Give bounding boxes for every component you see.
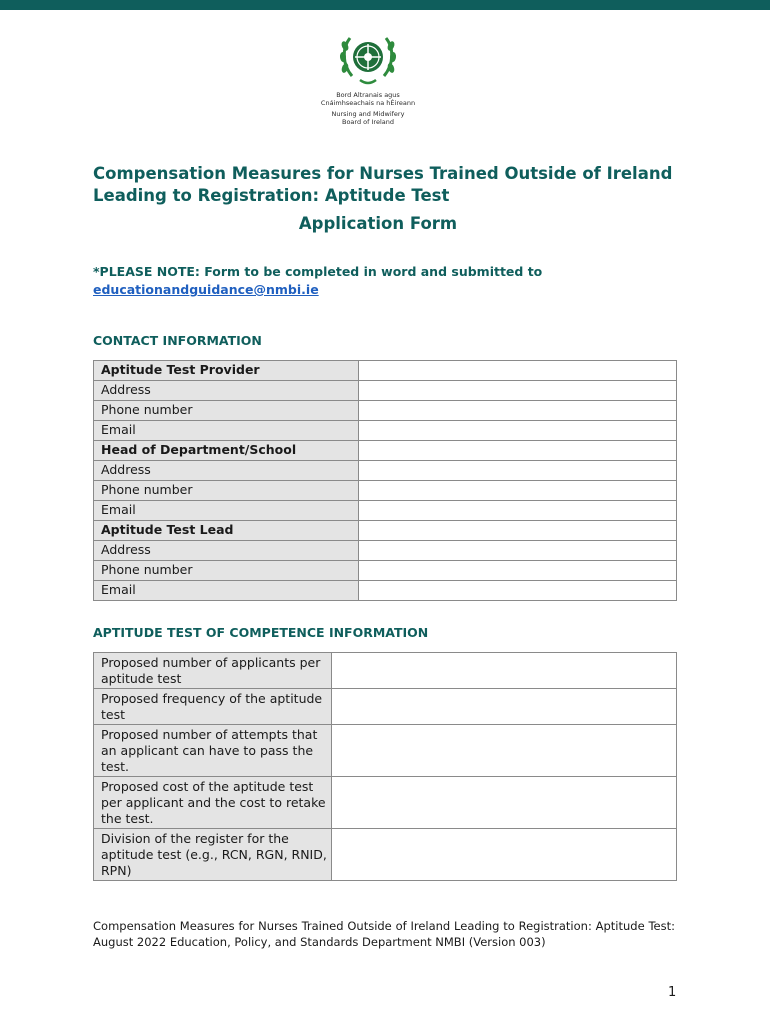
- field-label: Address: [94, 541, 359, 561]
- field-input[interactable]: [359, 361, 677, 381]
- field-input[interactable]: [359, 461, 677, 481]
- field-input[interactable]: [359, 381, 677, 401]
- field-label: Phone number: [94, 401, 359, 421]
- answer-input[interactable]: [332, 777, 677, 829]
- field-label: Head of Department/School: [94, 441, 359, 461]
- table-row: [94, 521, 677, 541]
- field-label: Aptitude Test Lead: [94, 521, 359, 541]
- competence-information-table: [93, 652, 677, 881]
- top-accent-bar: [0, 0, 770, 10]
- contact-information-table: [93, 360, 677, 601]
- table-row: [94, 725, 677, 777]
- table-row: [94, 361, 677, 381]
- submission-note: [93, 263, 683, 299]
- field-label: Email: [94, 501, 359, 521]
- table-row: [94, 829, 677, 881]
- table-row: [94, 777, 677, 829]
- table-row: [94, 421, 677, 441]
- footer-text: Compensation Measures for Nurses Trained Outside of Ireland Leading to Registration: Aptitude Test: August 2022 Education, Policy, and Standards Department NMBI (Version 003): [93, 919, 675, 949]
- table-row: [94, 581, 677, 601]
- field-input[interactable]: [359, 561, 677, 581]
- answer-input[interactable]: [332, 653, 677, 689]
- field-label: Address: [94, 381, 359, 401]
- field-input[interactable]: [359, 421, 677, 441]
- competence-section-heading: APTITUDE TEST OF COMPETENCE INFORMATION: [93, 625, 429, 640]
- field-label: Email: [94, 421, 359, 441]
- field-input[interactable]: [359, 441, 677, 461]
- answer-input[interactable]: [332, 829, 677, 881]
- table-row: [94, 561, 677, 581]
- field-label: Email: [94, 581, 359, 601]
- table-row: [94, 461, 677, 481]
- table-row: [94, 381, 677, 401]
- question-label: Proposed cost of the aptitude test per applicant and the cost to retake the test.: [94, 777, 332, 829]
- question-label: Proposed frequency of the aptitude test: [94, 689, 332, 725]
- field-input[interactable]: [359, 481, 677, 501]
- answer-input[interactable]: [332, 689, 677, 725]
- logo-english-line-1: Nursing and Midwifery: [331, 110, 405, 118]
- field-label: Aptitude Test Provider: [94, 361, 359, 381]
- nmbi-emblem-icon: [336, 30, 400, 88]
- table-row: [94, 541, 677, 561]
- field-input[interactable]: [359, 541, 677, 561]
- document-subtitle: Application Form: [298, 214, 458, 233]
- contact-section-heading: CONTACT INFORMATION: [93, 333, 262, 348]
- question-label: Division of the register for the aptitude test (e.g., RCN, RGN, RNID, RPN): [94, 829, 332, 881]
- logo-irish-line-2: Cnáimhseachais na hÉireann: [320, 99, 416, 107]
- field-input[interactable]: [359, 401, 677, 421]
- field-label: Address: [94, 461, 359, 481]
- field-input[interactable]: [359, 521, 677, 541]
- answer-input[interactable]: [332, 725, 677, 777]
- table-row: [94, 441, 677, 461]
- note-text: *PLEASE NOTE: Form to be completed in word and submitted to: [93, 264, 543, 279]
- logo-english-line-2: Board of Ireland: [342, 118, 394, 126]
- table-row: [94, 689, 677, 725]
- field-input[interactable]: [359, 501, 677, 521]
- table-row: [94, 653, 677, 689]
- document-title: Compensation Measures for Nurses Trained Outside of Ireland Leading to Registration: Aptitude Test: [93, 164, 673, 205]
- question-label: Proposed number of attempts that an applicant can have to pass the test.: [94, 725, 332, 777]
- table-row: [94, 481, 677, 501]
- nmbi-logo: [318, 30, 418, 126]
- page-number: 1: [668, 985, 677, 1000]
- logo-irish-line-1: Bord Altranais agus: [336, 91, 400, 99]
- field-label: Phone number: [94, 561, 359, 581]
- field-input[interactable]: [359, 581, 677, 601]
- question-label: Proposed number of applicants per aptitude test: [94, 653, 332, 689]
- table-row: [94, 401, 677, 421]
- field-label: Phone number: [94, 481, 359, 501]
- table-row: [94, 501, 677, 521]
- submission-email-link[interactable]: educationandguidance@nmbi.ie: [93, 282, 319, 297]
